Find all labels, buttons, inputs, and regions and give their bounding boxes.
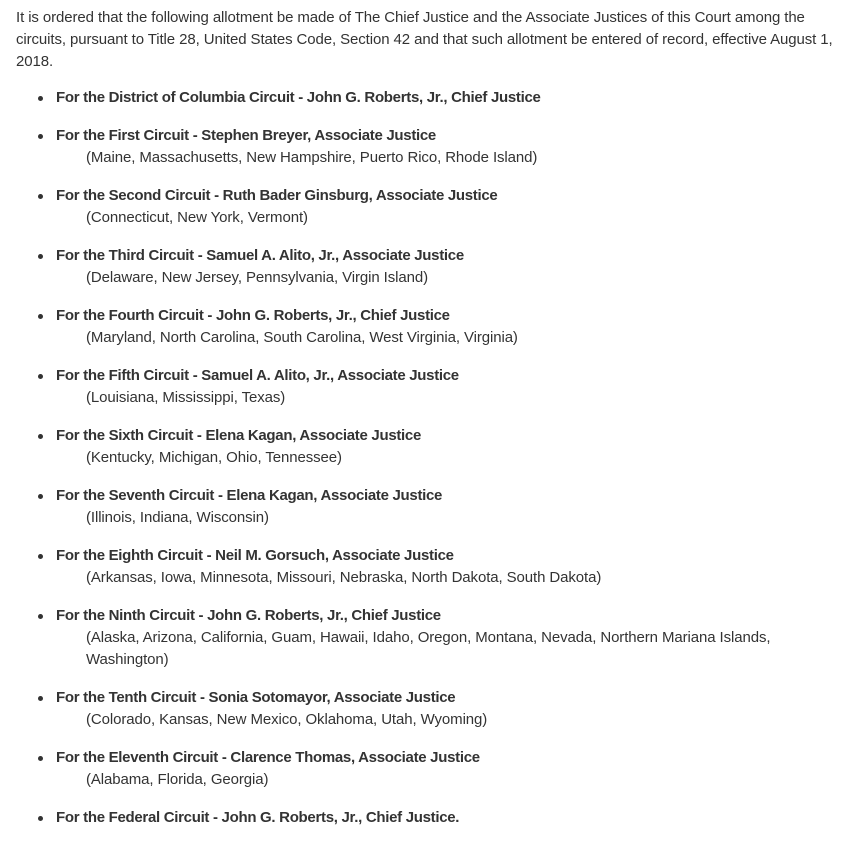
list-item [16,807,846,829]
circuit-states: (Alabama, Florida, Georgia) [86,771,269,788]
circuit-states: (Illinois, Indiana, Wisconsin) [86,509,269,526]
bullet-icon [38,696,43,701]
bullet-icon [38,314,43,319]
bullet-icon [38,434,43,439]
circuit-states: (Arkansas, Iowa, Minnesota, Missouri, Nebraska, North Dakota, South Dakota) [86,569,602,586]
circuit-assignment: For the Seventh Circuit - Elena Kagan, Associate Justice [56,487,443,504]
circuit-assignment: For the Sixth Circuit - Elena Kagan, Associate Justice [56,427,422,444]
circuit-assignment: For the Ninth Circuit - John G. Roberts, Jr., Chief Justice [56,607,441,624]
list-item [16,365,846,409]
list-item [16,245,846,289]
circuit-states: (Alaska, Arizona, California, Guam, Hawaii, Idaho, Oregon, Montana, Nevada, Northern Mariana Islands, Washington) [86,629,771,668]
list-item [16,185,846,229]
bullet-icon [38,756,43,761]
bullet-icon [38,554,43,559]
circuit-assignment: For the Fourth Circuit - John G. Roberts, Jr., Chief Justice [56,307,450,324]
bullet-icon [38,96,43,101]
list-item [16,545,846,589]
circuit-assignment: For the Second Circuit - Ruth Bader Ginsburg, Associate Justice [56,187,498,204]
circuit-assignment: For the Tenth Circuit - Sonia Sotomayor, Associate Justice [56,689,456,706]
circuit-states: (Maine, Massachusetts, New Hampshire, Puerto Rico, Rhode Island) [86,149,538,166]
circuit-allotment-list [16,87,846,829]
bullet-icon [38,816,43,821]
list-item [16,125,846,169]
circuit-states: (Connecticut, New York, Vermont) [86,209,308,226]
bullet-icon [38,194,43,199]
bullet-icon [38,134,43,139]
circuit-states: (Louisiana, Mississippi, Texas) [86,389,286,406]
circuit-assignment: For the Federal Circuit - John G. Roberts, Jr., Chief Justice. [56,809,460,826]
bullet-icon [38,614,43,619]
circuit-assignment: For the Eleventh Circuit - Clarence Thomas, Associate Justice [56,749,480,766]
bullet-icon [38,254,43,259]
circuit-assignment: For the Eighth Circuit - Neil M. Gorsuch, Associate Justice [56,547,454,564]
circuit-assignment: For the First Circuit - Stephen Breyer, Associate Justice [56,127,436,144]
circuit-states: (Colorado, Kansas, New Mexico, Oklahoma, Utah, Wyoming) [86,711,488,728]
document-body [16,7,846,845]
bullet-icon [38,494,43,499]
list-item [16,747,846,791]
bullet-icon [38,374,43,379]
circuit-assignment: For the District of Columbia Circuit - John G. Roberts, Jr., Chief Justice [56,89,541,106]
list-item [16,425,846,469]
list-item [16,485,846,529]
circuit-states: (Delaware, New Jersey, Pennsylvania, Virgin Island) [86,269,428,286]
list-item [16,87,846,109]
circuit-assignment: For the Fifth Circuit - Samuel A. Alito, Jr., Associate Justice [56,367,459,384]
list-item [16,605,846,671]
list-item [16,305,846,349]
intro-paragraph: It is ordered that the following allotment be made of The Chief Justice and the Associate Justices of this Court among the circuits, pursuant to Title 28, United States Code, Section 42 and that such allotment be entered of record, effective August 1, 2018. [16,9,833,70]
circuit-states: (Kentucky, Michigan, Ohio, Tennessee) [86,449,342,466]
circuit-states: (Maryland, North Carolina, South Carolina, West Virginia, Virginia) [86,329,518,346]
circuit-assignment: For the Third Circuit - Samuel A. Alito, Jr., Associate Justice [56,247,464,264]
list-item [16,687,846,731]
